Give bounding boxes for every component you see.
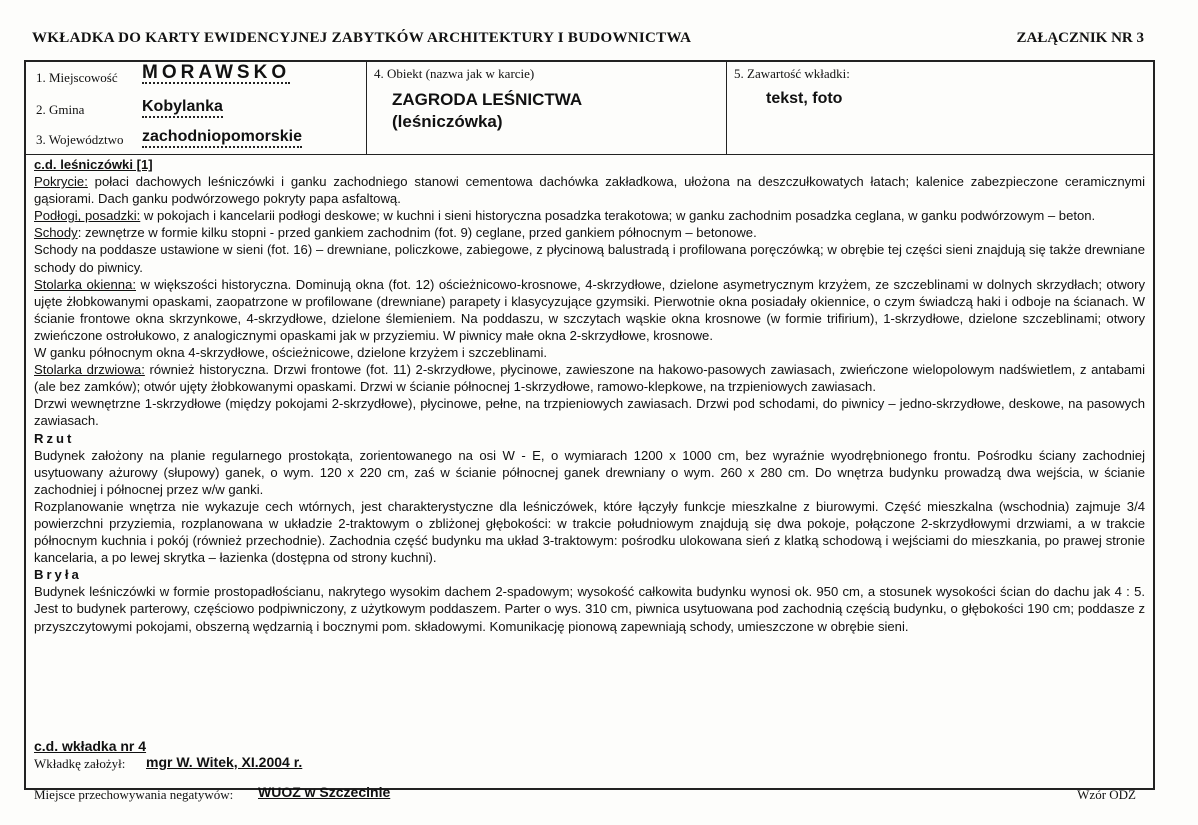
doors-text: również historyczna. Drzwi frontowe (fot. 11) 2-skrzydłowe, płycinowe, zawieszone na hakowo-pasowych zawiasach, zwieńczone wielopolowym nadświetlem, z antabami (ale bez zamków); otwór ujęty żłobkowanymi opaskami. Drzwi w ścianie północnej 1-skrzydłowe, ramowo-klepkowe, na trzpieniowych zawiasach. bbox=[34, 362, 1145, 395]
windows-text: w większości historyczna. Dominują okna (fot. 12) ościeżnicowo-krosnowe, 4-skrzydłowe, dzielone asymetrycznym krzyżem, ze szczeblinami w dolnych skrzydłach; otwory ujęte żłobkowanymi opaskami, zaopatrzone w profilowane (drewniane) parapety i klasycyzujące gzymsiki. Pierwotnie okna posiadały okiennice, o czym świadczą haki i odboje na ścianach. W ścianie frontowe okna skrzynkowe, 4-skrzydłowe, dzielone ślemieniem. Na poddaszu, w szczytach wąskie okna krosnowe (w formie trifirium), 1-skrzydłowe, dzielone szczeblinami; otwory zwieńczone ostrołukowo, z analogicznymi opaskami jak w przyziemiu. W piwnicy małe okna 2-skrzydłowe, krosnowe. bbox=[34, 276, 1145, 343]
commune-value: Kobylanka bbox=[142, 98, 223, 118]
contents-value: tekst, foto bbox=[766, 90, 843, 107]
floors-label: Podłogi, posadzki: bbox=[34, 208, 141, 224]
continuation-heading: c.d. leśniczówki [1] bbox=[34, 157, 153, 172]
floors-text: w pokojach i kancelarii podłogi deskowe; w kuchni i sieni historyczna posadzka terakotowa; w ganku zachodnim posadzka ceglana, w ganku podwórzowym – beton. bbox=[140, 208, 1096, 224]
founder-value: mgr W. Witek, XI.2004 r. bbox=[146, 754, 303, 770]
form-frame bbox=[24, 60, 1155, 790]
mass-paragraph: Budynek leśniczówki w formie prostopadłościanu, nakrytego wysokim dachem 2-spadowym; wysokość całkowita budynku wynosi ok. 950 cm, a stosunek wysokości ścian do dachu jak 4 : 5. Jest to budynek parterowy, częściowo podpiwniczony, z użytkowym poddaszem. Parter o wys. 310 cm, piwnica usytuowana pod zachodnią częścią budynku, o głębokości 190 cm; poddasze z przyszczytowymi pokojami, obszerną wędzarnią i bocznymi pom. składowymi. Komunikację pionową zapewniają schody, umieszczone w obrębie sieni. bbox=[34, 584, 1145, 634]
template-code: Wzór ODZ bbox=[1077, 787, 1136, 802]
plan-paragraph-2: Rozplanowanie wnętrza nie wykazuje cech wtórnych, jest charakterystyczne dla leśniczówek, które łączyły funkcje mieszkalne z biurowymi. Część mieszkalna (wschodnia) zajmuje 3/4 powierzchni przyziemia, rozplanowana w układzie 2-traktowym o zbliżonej głębokości: w trakcie południowym znajdują się dwa pokoje, połączone 2-skrzydłowymi drzwiami, a w trakcie północnym kuchnia i pokój (również przechodnie). Zachodnia część budynku ma układ 3-traktowym: pośrodku ulokowana sień z klatką schodową i wejściami do mieszkania, po prawej stronie kancelaria, a po lewej skrytka – łazienka (dostępna od strony kuchni). bbox=[34, 498, 1145, 566]
header-fields bbox=[26, 62, 1153, 155]
description-body bbox=[34, 156, 1145, 635]
doors-label: Stolarka drzwiowa: bbox=[34, 362, 145, 378]
mass-heading: Bryła bbox=[34, 567, 82, 583]
stairs-label: Schody bbox=[34, 225, 78, 241]
object-column bbox=[366, 62, 727, 154]
voivodeship-value: zachodniopomorskie bbox=[142, 128, 302, 148]
form-title: WKŁADKA DO KARTY EWIDENCYJNEJ ZABYTKÓW ARCHITEKTURY I BUDOWNICTWA bbox=[32, 30, 692, 46]
storage-value: WUOZ w Szczecinie bbox=[258, 784, 391, 800]
roof-label: Pokrycie: bbox=[34, 174, 88, 190]
doors-paragraph bbox=[34, 361, 1145, 395]
voivodeship-label: 3. Województwo bbox=[36, 132, 124, 147]
windows-label: Stolarka okienna: bbox=[34, 276, 137, 292]
founder-label: Wkładkę założył: bbox=[34, 756, 126, 771]
contents-column bbox=[726, 62, 1153, 154]
object-label: 4. Obiekt (nazwa jak w karcie) bbox=[374, 66, 535, 81]
stairs-text: : zewnętrze w formie kilku stopni - przed gankiem zachodnim (fot. 9) ceglane, przed gankiem północnym – betonowe. bbox=[77, 225, 757, 241]
locality-value: MORAWSKO bbox=[142, 62, 291, 83]
location-column bbox=[26, 62, 367, 154]
windows-paragraph-2: W ganku północnym okna 4-skrzydłowe, ościeżnicowe, dzielone krzyżem i szczeblinami. bbox=[34, 345, 548, 361]
storage-label: Miejsce przechowywania negatywów: bbox=[34, 787, 234, 802]
object-value-line1: ZAGRODA LEŚNICTWA bbox=[392, 90, 583, 109]
stairs-paragraph-2: Schody na poddasze ustawione w sieni (fot. 16) – drewniane, policzkowe, zabiegowe, z płycinową balustradą i profilowana poręczówką; w obrębie tej części sieni znajdują się także drewniane schody do piwnicy. bbox=[34, 242, 1145, 275]
locality-label: 1. Miejscowość bbox=[36, 70, 118, 85]
stairs-paragraph bbox=[34, 224, 1145, 241]
doors-paragraph-2: Drzwi wewnętrzne 1-skrzydłowe (między pokojami 2-skrzydłowe), płycinowe, pełne, na trzpieniowych zawiasach. Drzwi pod schodami, do piwnicy – jedno-skrzydłowe, deskowe, na pasowych zawiasach. bbox=[34, 396, 1145, 429]
roof-text: połaci dachowych leśniczówki i ganku zachodniego stanowi cementowa dachówka zakładkowa, ułożona na deszczułkowatych łatach; kalenice zabezpieczone ceramicznymi gąsiorami. Dach ganku podwórzowego pokryty papa asfaltową. bbox=[34, 174, 1145, 207]
plan-paragraph-1: Budynek założony na planie regularnego prostokąta, zorientowanego na osi W - E, o wymiarach 1200 x 1000 cm, bez wyraźnie wyodrębnionego frontu. Pośrodku ściany zachodniej usytuowany ażurowy (słupowy) ganek, o wym. 120 x 220 cm, zaś w ścianie północnej ganek drewniany o wym. 260 x 280 cm. Do wnętrza budynku prowadzą dwa wejścia, w ścianie zachodniej i północnej przez w/w ganki. bbox=[34, 447, 1145, 497]
annex-number: ZAŁĄCZNIK NR 3 bbox=[1016, 30, 1144, 46]
plan-heading: Rzut bbox=[34, 430, 75, 446]
object-value-line2: (leśniczówka) bbox=[392, 112, 503, 131]
commune-label: 2. Gmina bbox=[36, 102, 85, 117]
next-insert-note: c.d. wkładka nr 4 bbox=[34, 738, 147, 754]
windows-paragraph bbox=[34, 276, 1145, 344]
roof-paragraph bbox=[34, 173, 1145, 207]
floors-paragraph bbox=[34, 207, 1145, 224]
contents-label: 5. Zawartość wkładki: bbox=[734, 66, 850, 81]
